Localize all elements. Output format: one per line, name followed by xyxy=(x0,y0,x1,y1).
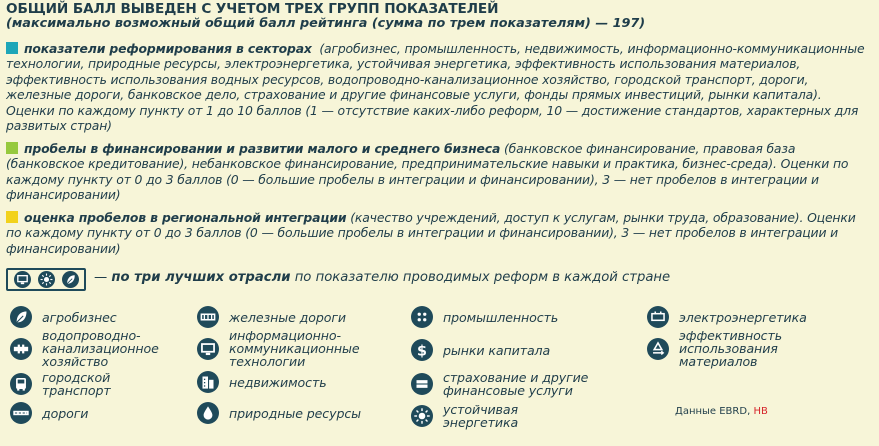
bus-icon xyxy=(10,373,32,395)
legend-item-roads xyxy=(10,402,162,424)
legend-item-sustainable-energy xyxy=(411,403,573,429)
legend-item-capital-markets xyxy=(411,339,613,361)
legend-label: недвижимость xyxy=(229,374,327,390)
legend-item-transport xyxy=(10,371,162,397)
legend-label: агробизнес xyxy=(42,309,117,325)
legend-label: информационно-коммуникационные технологии xyxy=(229,328,360,369)
yellow-marker xyxy=(6,211,18,223)
monitor-icon xyxy=(197,338,219,360)
legend-label: рынки капитала xyxy=(443,342,551,358)
teal-marker xyxy=(6,42,18,54)
group-text: (качество учреждений, доступ к услугам, рынки труда, образование). Оценки по каждому пункту от 0 до 3 баллов (0 — большие пробелы в интеграции и финансировании), 3 — нет пробелов в интеграции и финансировании) xyxy=(6,210,856,256)
legend-item-materials xyxy=(647,329,829,368)
legend-label: электроэнергетика xyxy=(679,309,807,325)
legend-item-railways xyxy=(197,306,389,328)
legend-item-industry xyxy=(411,306,613,328)
top-sectors-icon-box xyxy=(6,268,86,291)
legend-item-power xyxy=(647,306,849,328)
legend-item-insurance xyxy=(411,371,613,397)
legend-label: устойчивая энергетика xyxy=(443,402,519,430)
legend-label: городской транспорт xyxy=(42,370,111,398)
water-pipe-icon xyxy=(10,338,32,360)
group-text: (агробизнес, промышленность, недвижимость, информационно-коммуникационные технологии, природные ресурсы, электроэнергетика, устойчивая энергетика, эффективность использования материалов, эффективность использования водных ресурсов, водопроводно-канализационное хозяйство, городской транспорт, дороги, железные дороги, банковское дело, страхование и другие финансовые услуги, фонды прямых инвестиций, рынки капитала). Оценки по каждому пункту от 1 до 10 баллов (1 — отсутствие каких-либо реформ, 10 — достижение стандартов, характерных для развитых стран) xyxy=(6,41,865,134)
legend-item-real-estate xyxy=(197,371,389,393)
power-icon xyxy=(647,306,669,328)
source-highlight: НВ xyxy=(753,406,768,417)
money-icon xyxy=(411,373,433,395)
railway-icon xyxy=(197,306,219,328)
group-text: (банковское финансирование, правовая база (банковское кредитование), небанковское финансирование, предпринимательские навыки и практика, бизнес-среда). Оценки по каждому пункту от 0 до 3 баллов (0 — большие пробелы в интеграции и финансировании), 3 — нет пробелов в интеграции и финансировании) xyxy=(6,141,849,203)
top-sectors-bold: по три лучших отрасли xyxy=(111,270,291,285)
leaf-icon xyxy=(62,271,79,288)
group-regional-integration xyxy=(6,210,872,256)
monitor-icon xyxy=(14,271,31,288)
green-marker xyxy=(6,142,18,154)
group-sme-gaps xyxy=(6,141,872,203)
group-heading: оценка пробелов в региональной интеграции xyxy=(24,210,347,225)
leaf-icon xyxy=(10,306,32,328)
factory-icon xyxy=(411,306,433,328)
drop-icon xyxy=(197,402,219,424)
top-sectors-rest: по показателю проводимых реформ в каждой стране xyxy=(294,270,671,285)
svg-text:$: $ xyxy=(417,343,427,360)
road-icon xyxy=(10,402,32,424)
legend-item-agrobusiness xyxy=(10,306,192,328)
dollar-icon xyxy=(411,339,433,361)
source-text: Данные EBRD, xyxy=(675,406,751,417)
building-icon xyxy=(197,371,219,393)
recycle-icon xyxy=(647,338,669,360)
legend-item-water xyxy=(10,329,180,368)
legend-label: эффективность использования материалов xyxy=(679,328,783,369)
sun-icon xyxy=(411,405,433,427)
legend-label: промышленность xyxy=(443,309,559,325)
top-sectors-caption xyxy=(94,270,670,285)
group-heading: показатели реформирования в секторах xyxy=(24,41,312,56)
page-title: ОБЩИЙ БАЛЛ ВЫВЕДЕН С УЧЕТОМ ТРЕХ ГРУПП ПОКАЗАТЕЛЕЙ xyxy=(6,1,499,17)
group-reforms xyxy=(6,41,872,133)
sun-icon xyxy=(38,271,55,288)
legend-item-ict xyxy=(197,329,374,368)
group-heading: пробелы в финансировании и развитии малого и среднего бизнеса xyxy=(24,141,501,156)
legend-label: дороги xyxy=(42,405,89,421)
legend-label: водопроводно-канализационное хозяйство xyxy=(42,328,159,369)
legend-item-natural-resources xyxy=(197,402,389,424)
legend-label: природные ресурсы xyxy=(229,405,362,421)
dash: — xyxy=(94,270,108,285)
legend-label: железные дороги xyxy=(229,309,346,325)
page-subtitle: (максимально возможный общий балл рейтинга (сумма по трем показателям) — 197) xyxy=(6,16,646,31)
legend-label: страхование и другие финансовые услуги xyxy=(443,370,589,398)
source-note xyxy=(675,406,768,417)
